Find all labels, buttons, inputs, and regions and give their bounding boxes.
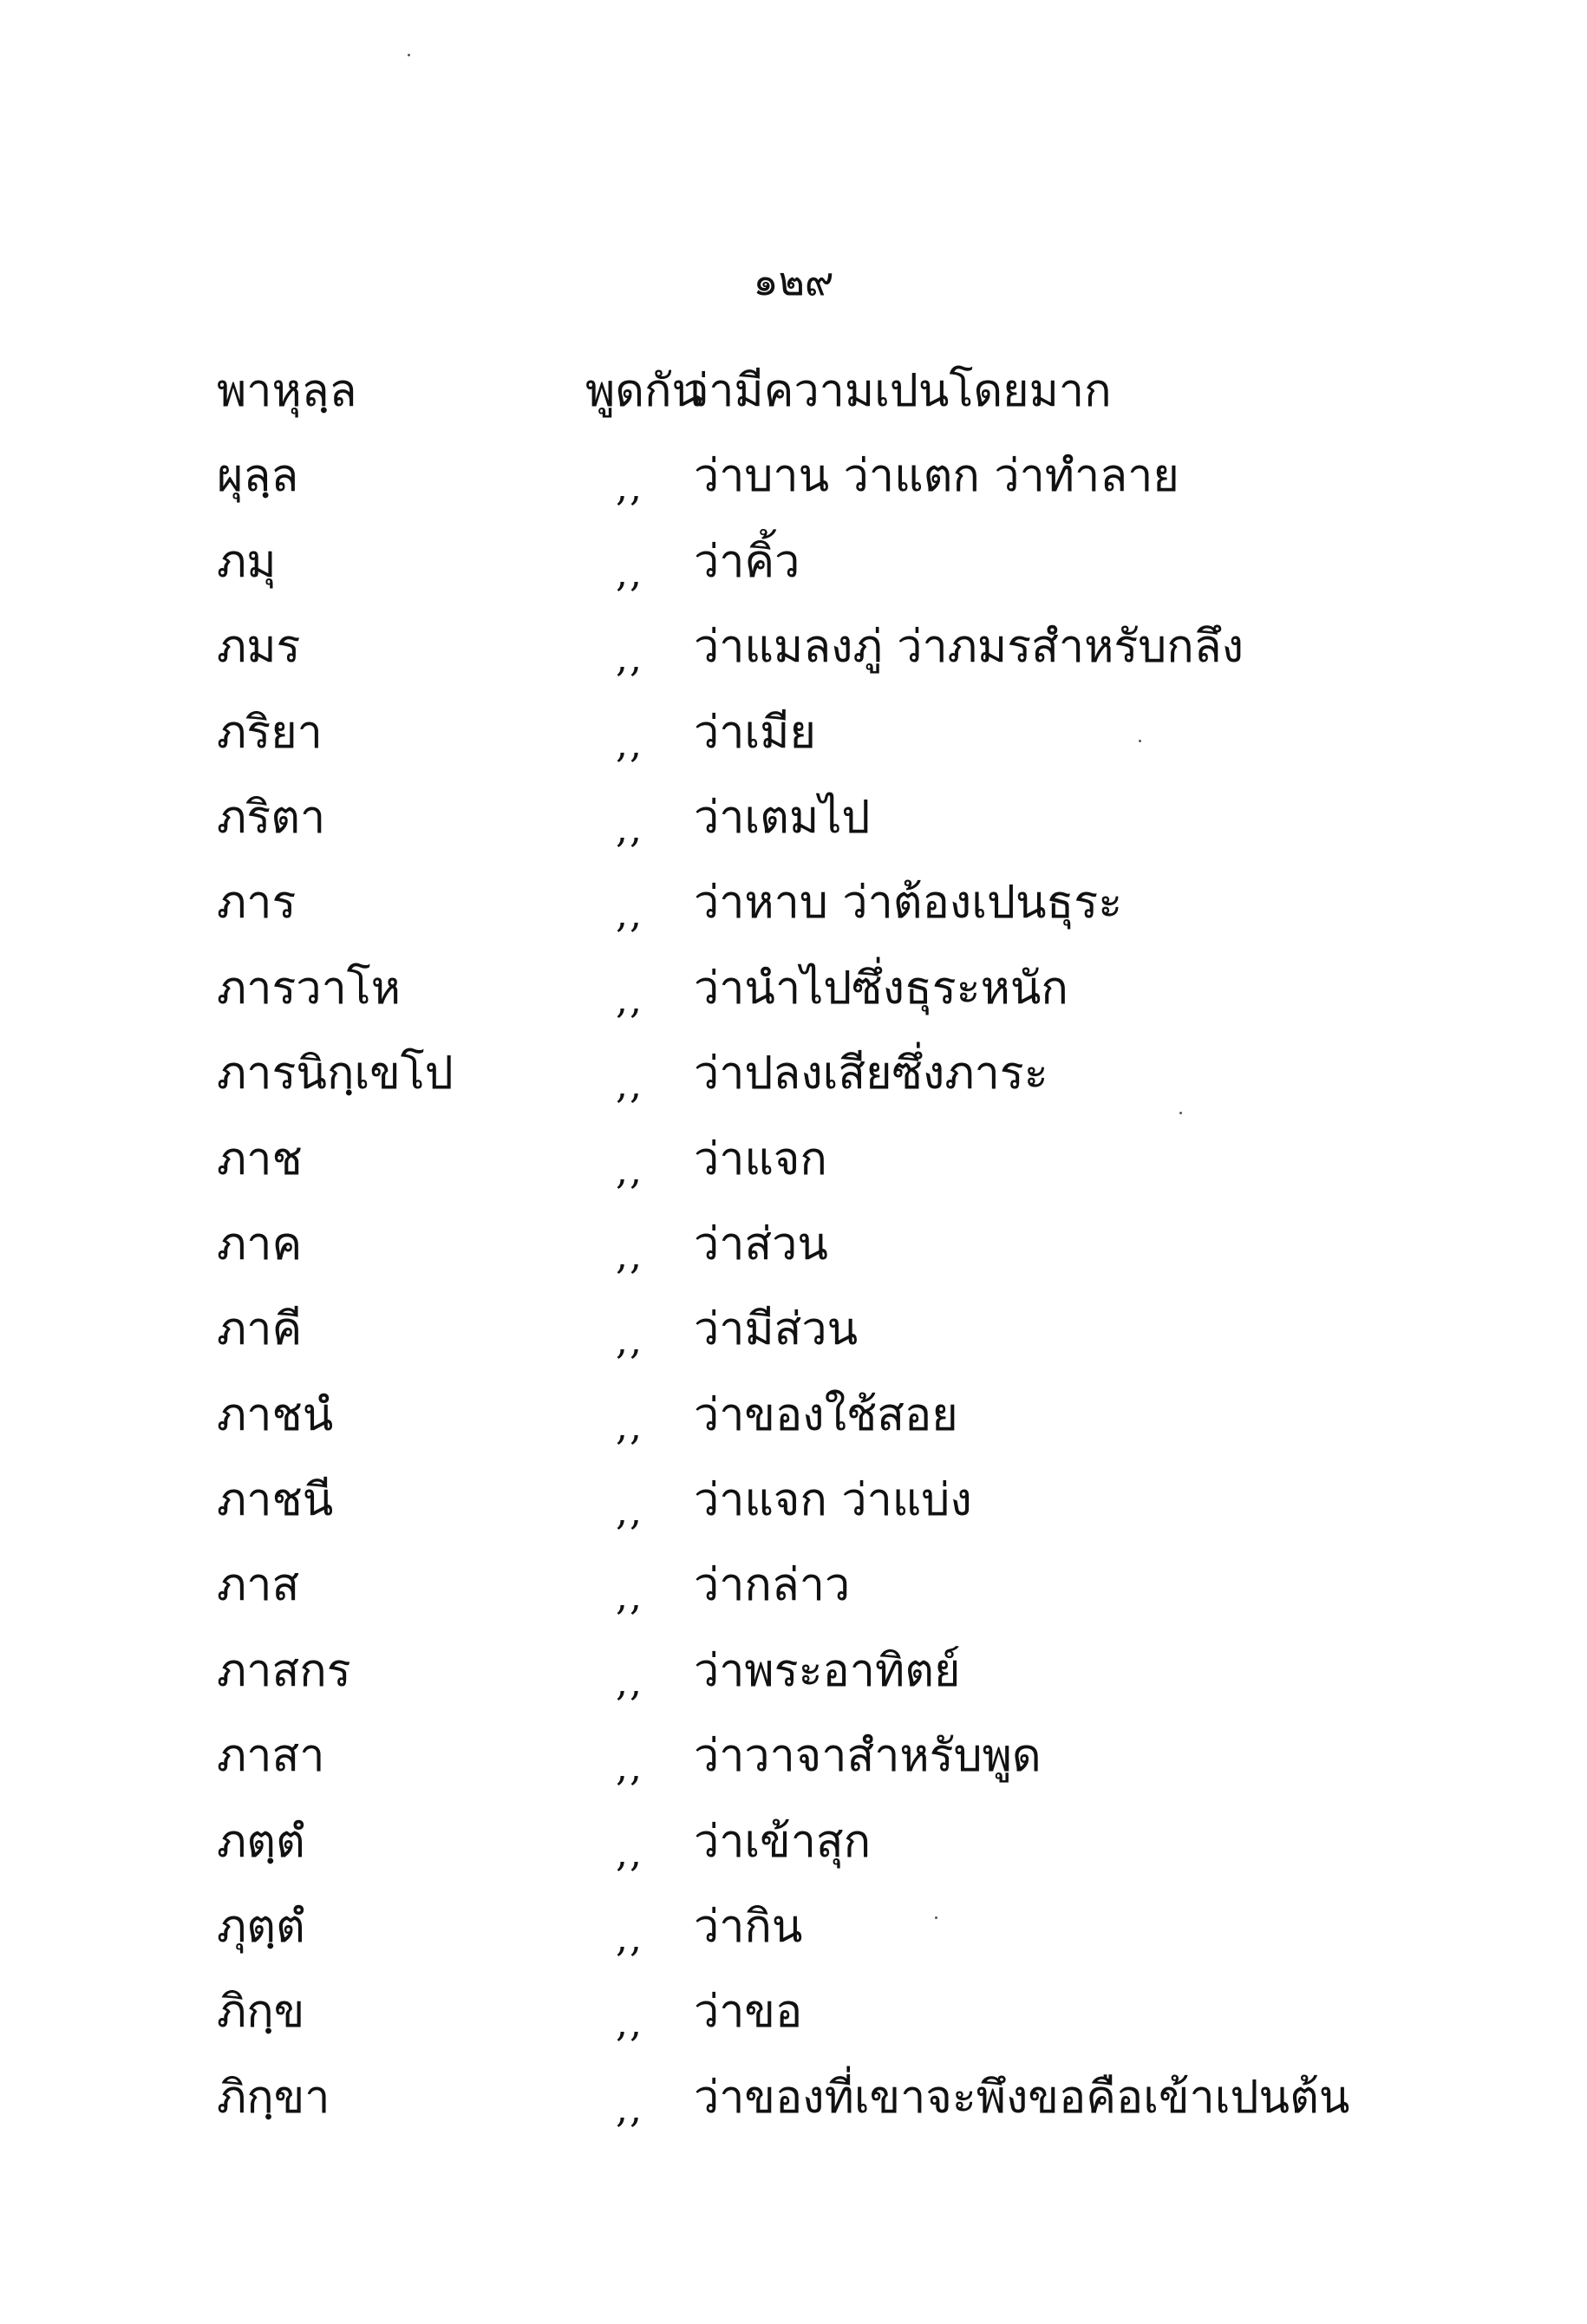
- dictionary-entry: [217, 1287, 1483, 1372]
- entry-gloss: ว่าพระอาทิตย์: [694, 1644, 961, 1697]
- entry-gloss: ว่ามีส่วน: [694, 1303, 859, 1356]
- dictionary-entry: [217, 1629, 1483, 1714]
- dictionary-entry: [217, 1969, 1483, 2054]
- scan-speck: [1139, 740, 1141, 742]
- ditto-mark: ,,: [616, 806, 643, 852]
- ditto-mark: ,,: [616, 1916, 643, 1962]
- entry-term: ภิกฺข: [217, 1986, 305, 2039]
- dictionary-entry: [217, 775, 1483, 860]
- dictionary-entry: [217, 349, 1483, 434]
- entry-term: ภาช: [217, 1133, 303, 1185]
- entry-gloss: ว่าแมลงภู่ ว่าภมรสำหรับกลึง: [694, 621, 1244, 674]
- ditto-mark: ,,: [616, 1319, 643, 1364]
- scan-speck: [408, 54, 410, 56]
- ditto-mark: ,,: [616, 466, 643, 511]
- entry-gloss: ว่าหาบ ว่าต้องเปนธุระ: [694, 877, 1123, 930]
- entry-gloss: ว่าเมีย: [694, 706, 816, 759]
- entry-term: ภาส: [217, 1559, 300, 1612]
- entry-gloss: ว่าบาน ว่าแตก ว่าทำลาย: [694, 450, 1179, 503]
- dictionary-entry: [217, 1458, 1483, 1543]
- ditto-mark: ,,: [616, 1575, 643, 1620]
- ditto-mark: ,,: [616, 551, 643, 596]
- entry-rows: [217, 434, 1483, 2140]
- dictionary-entry: [217, 1799, 1483, 1884]
- entry-term: ภาชนี: [217, 1474, 334, 1527]
- entry-term: ภริตา: [217, 791, 326, 844]
- page-number: ๑๒๙: [753, 258, 834, 304]
- entry-term: ภตฺตํ: [217, 1815, 305, 1868]
- dictionary-entry: [217, 434, 1483, 519]
- dictionary-entry-list: [217, 349, 1483, 2140]
- ditto-mark: ,,: [616, 636, 643, 682]
- ditto-mark: ,,: [616, 2086, 643, 2131]
- dictionary-entry: [217, 2055, 1483, 2140]
- entry-gloss: ว่ากิน: [694, 1901, 803, 1954]
- ditto-mark: ,,: [616, 977, 643, 1022]
- entry-term: ภุตฺตํ: [217, 1901, 305, 1954]
- ditto-mark: ,,: [616, 1404, 643, 1449]
- entry-gloss: ว่าเตมไป: [694, 791, 871, 844]
- entry-term: พาหุลฺล: [217, 365, 357, 417]
- dictionary-entry: [217, 1202, 1483, 1287]
- entry-gloss: ว่าขอ: [694, 1986, 803, 2039]
- dictionary-entry: [217, 860, 1483, 945]
- entry-gloss: ว่าปลงเสียซึ่งภาระ: [694, 1048, 1048, 1100]
- entry-term: ภมร: [217, 621, 301, 674]
- entry-term: ภาชนํ: [217, 1388, 334, 1441]
- ditto-mark: ,,: [616, 892, 643, 937]
- scan-speck: [1179, 1112, 1182, 1114]
- entry-gloss: ว่าเข้าสุก: [694, 1815, 872, 1868]
- ditto-mark: ,,: [616, 2001, 643, 2047]
- ditto-mark: ,,: [616, 1831, 643, 1876]
- entry-gloss: ว่าส่วน: [694, 1217, 828, 1270]
- dictionary-entry: [217, 1117, 1483, 1202]
- entry-term: ภิกฺขา: [217, 2071, 330, 2124]
- entry-term: ภารวาโห: [217, 962, 402, 1015]
- entry-gloss: ว่านำไปซึ่งธุระหนัก: [694, 962, 1068, 1015]
- entry-gloss: ว่าของใช้สอย: [694, 1388, 958, 1441]
- entry-gloss: ว่าแจก ว่าแบ่ง: [694, 1474, 972, 1527]
- entry-term: ภารนิกฺเขโป: [217, 1048, 454, 1100]
- dictionary-entry: [217, 946, 1483, 1031]
- entry-term: ภาคี: [217, 1303, 303, 1356]
- entry-gloss: ว่าของที่เขาจะพึงขอคือเข้าเปนต้น: [694, 2071, 1350, 2124]
- dictionary-entry: [217, 519, 1483, 604]
- ditto-mark: ,,: [616, 1148, 643, 1193]
- entry-term: ผุลฺล: [217, 450, 299, 503]
- dictionary-entry: [217, 1031, 1483, 1116]
- entry-gloss: ว่าแจก: [694, 1133, 827, 1185]
- entry-gloss: ว่าวาจาสำหรับพูด: [694, 1730, 1042, 1783]
- entry-term: ภาร: [217, 877, 297, 930]
- entry-term: ภริยา: [217, 706, 323, 759]
- ditto-mark: ,,: [616, 1746, 643, 1791]
- entry-lead-text: พูดกัน: [585, 365, 703, 417]
- entry-gloss: ว่ามีความเปนโดยมาก: [683, 365, 1112, 417]
- dictionary-entry: [217, 1714, 1483, 1798]
- entry-term: ภมุ: [217, 535, 277, 588]
- ditto-mark: ,,: [616, 1490, 643, 1535]
- entry-gloss: ว่าคิ้ว: [694, 535, 800, 588]
- entry-term: ภาสา: [217, 1730, 325, 1783]
- entry-term: ภาค: [217, 1217, 303, 1270]
- ditto-mark: ,,: [616, 721, 643, 767]
- scan-speck: [935, 1916, 937, 1919]
- ditto-mark: ,,: [616, 1233, 643, 1278]
- dictionary-entry: [217, 604, 1483, 689]
- dictionary-entry: [217, 690, 1483, 775]
- dictionary-entry: [217, 1884, 1483, 1969]
- dictionary-entry: [217, 1373, 1483, 1458]
- ditto-mark: ,,: [616, 1063, 643, 1108]
- entry-term: ภาสกร: [217, 1644, 351, 1697]
- ditto-mark: ,,: [616, 1660, 643, 1705]
- dictionary-entry: [217, 1543, 1483, 1628]
- entry-gloss: ว่ากล่าว: [694, 1559, 851, 1612]
